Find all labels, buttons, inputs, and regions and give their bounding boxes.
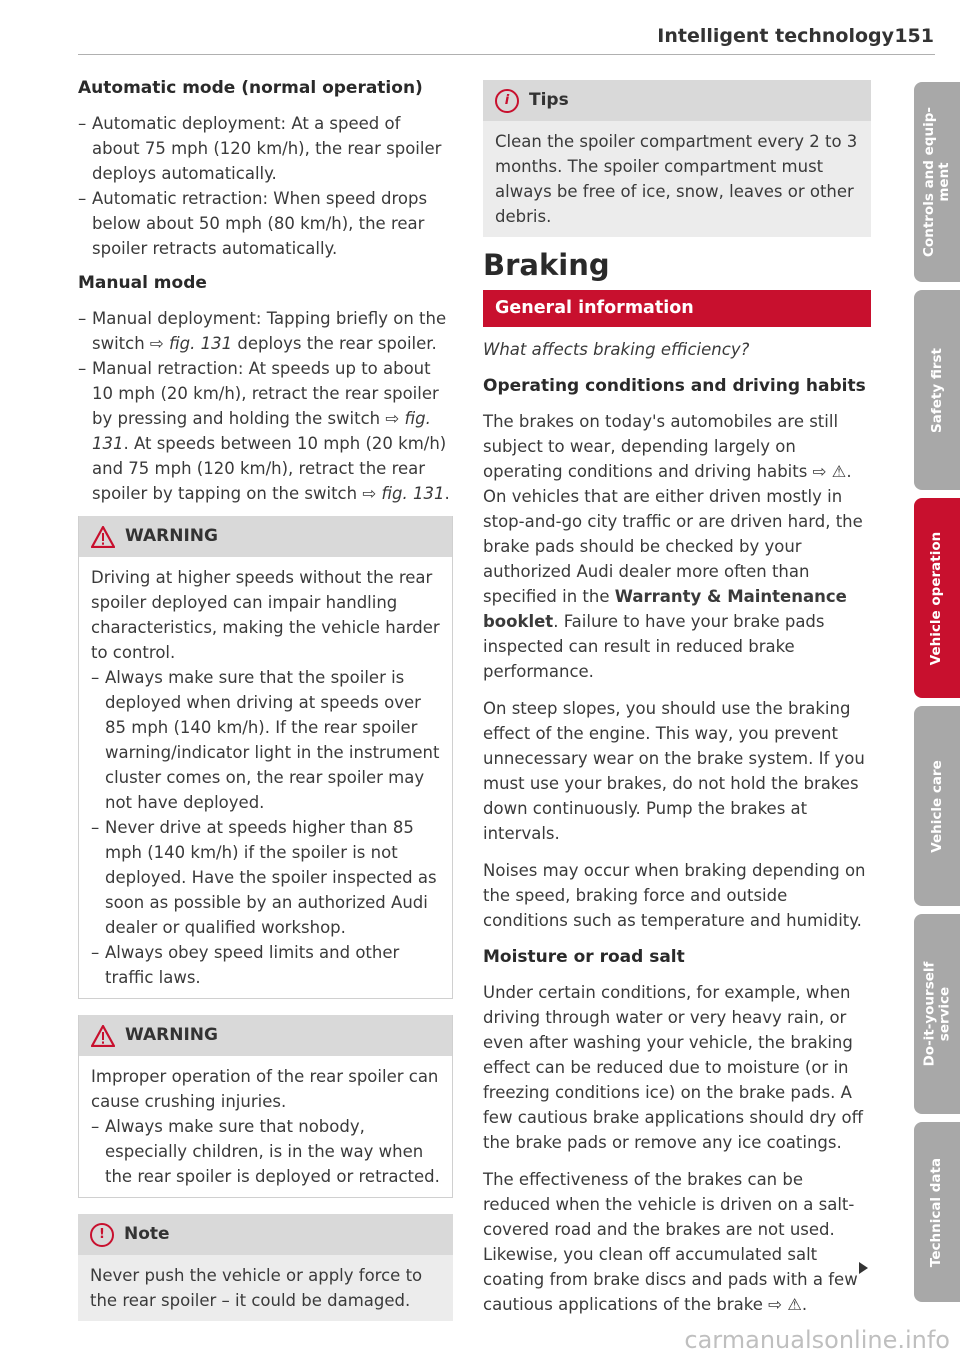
list-item: – Always make sure that the spoiler is deployed when driving at speeds over 85 mph (140 km/h). If the rear spoiler warning/indicator light in the instrument cluster comes on, the rear spoiler may not have deployed. xyxy=(91,665,440,815)
tips-header xyxy=(483,80,871,121)
side-tab-diy-service[interactable]: Do-it-yourself service xyxy=(914,914,960,1114)
page-number: 151 xyxy=(894,25,934,47)
list-item: – Automatic retraction: When speed drops below about 50 mph (80 km/h), the rear spoiler retracts automatically. xyxy=(78,186,453,261)
right-column xyxy=(483,70,871,1329)
auto-mode-list xyxy=(78,111,453,261)
warning-label: WARNING xyxy=(125,1025,218,1045)
manual-mode-heading: Manual mode xyxy=(78,273,207,293)
figure-link[interactable]: ⇨ fig. 131 xyxy=(362,484,445,503)
paragraph: The effectiveness of the brakes can be reduced when the vehicle is driven on a salt-covered road and the brakes are not used. Likewise, you clean off accumulated salt coating from brake discs and pads with a few cautious applications of the brake ⇨ ⚠. xyxy=(483,1170,858,1314)
list-item: – Automatic deployment: At a speed of about 75 mph (120 km/h), the rear spoiler deploys automatically. xyxy=(78,111,453,186)
manual-mode-list xyxy=(78,306,453,506)
tips-body: Clean the spoiler compartment every 2 to 3 months. The spoiler compartment must always be free of ice, snow, leaves or other debris. xyxy=(483,121,871,237)
side-tab-controls[interactable]: Controls and equip- ment xyxy=(914,82,960,282)
header-divider xyxy=(78,54,935,55)
figure-link[interactable]: ⇨ fig. 131 xyxy=(149,334,233,353)
paragraph: On steep slopes, you should use the braking effect of the engine. This way, you prevent unnecessary wear on the brake system. If you must use your brakes, do not hold the brakes down continuously. Pump the brakes at intervals. xyxy=(483,699,865,843)
list-item: – Always obey speed limits and other traffic laws. xyxy=(91,940,440,990)
note-body: Never push the vehicle or apply force to the rear spoiler – it could be damaged. xyxy=(78,1255,453,1321)
list-item: – Manual retraction: At speeds up to about 10 mph (20 km/h), retract the rear spoiler by pressing and holding the switch ⇨ fig. 131. At speeds between 10 mph (20 km/h) and 75 mph (120 km/h), retract the rear spoiler by tapping on the switch ⇨ fig. 131. xyxy=(78,356,453,506)
info-icon: i xyxy=(495,89,519,113)
paragraph: The brakes on today's automobiles are still subject to wear, depending largely on operating conditions and driving habits ⇨ ⚠. On vehicles that are either driven mostly in stop-and-go city traffic or are driven hard, the brake pads should be checked by your authorized Audi dealer more often than specified in the Warranty & Maintenance booklet. Failure to have your brake pads inspected can result in reduced brake performance. xyxy=(483,412,863,681)
list-item: – Never drive at speeds higher than 85 mph (140 km/h) if the spoiler is not deployed. Have the spoiler inspected as soon as possible by an authorized Audi dealer or qualified workshop. xyxy=(91,815,440,940)
watermark: carmanualsonline.info xyxy=(684,1326,950,1354)
section-title: Braking xyxy=(483,248,610,282)
continue-arrow-icon xyxy=(859,1262,868,1274)
warning-link[interactable]: ⇨ ⚠ xyxy=(768,1295,802,1314)
warning-box-2 xyxy=(78,1015,453,1198)
side-tab-vehicle-operation[interactable]: Vehicle operation xyxy=(914,498,960,698)
warning-body xyxy=(79,557,452,998)
warning-body xyxy=(79,1056,452,1197)
tips-label: Tips xyxy=(529,90,569,110)
auto-mode-heading: Automatic mode (normal operation) xyxy=(78,78,423,98)
note-label: Note xyxy=(124,1224,170,1244)
warning-list xyxy=(91,665,440,990)
side-tab-vehicle-care[interactable]: Vehicle care xyxy=(914,706,960,906)
warning-header xyxy=(79,516,452,557)
warning-box-1 xyxy=(78,516,453,999)
list-item: – Always make sure that nobody, especially children, is in the way when the rear spoiler is deployed or retracted. xyxy=(91,1114,440,1189)
section-subtitle: What affects braking efficiency? xyxy=(483,340,750,359)
note-box xyxy=(78,1214,453,1321)
paragraph: Noises may occur when braking depending on the speed, braking force and outside conditions such as temperature and humidity. xyxy=(483,861,866,930)
warning-text: Driving at higher speeds without the rear spoiler deployed can impair handling characteristics, making the vehicle harder to control. xyxy=(91,568,440,662)
warning-link[interactable]: ⇨ ⚠ xyxy=(812,462,847,481)
moisture-heading: Moisture or road salt xyxy=(483,947,685,967)
note-icon: ! xyxy=(90,1223,114,1247)
paragraph: Under certain conditions, for example, when driving through water or very heavy rain, or even after washing your vehicle, the braking effect can be reduced due to moisture (or in freezing conditions ice) on the brake pads. A few cautious brake applications should dry off the brake pads or remove any ice coatings. xyxy=(483,983,864,1152)
tips-box xyxy=(483,80,871,237)
list-item: – Manual deployment: Tapping briefly on the switch ⇨ fig. 131 deploys the rear spoiler. xyxy=(78,306,453,356)
warning-icon xyxy=(91,1025,115,1047)
warning-text: Improper operation of the rear spoiler can cause crushing injuries. xyxy=(91,1067,439,1111)
warning-label: WARNING xyxy=(125,526,218,546)
section-bar: General information xyxy=(483,290,871,327)
warning-list xyxy=(91,1114,440,1189)
operating-heading: Operating conditions and driving habits xyxy=(483,376,866,396)
side-tab-technical-data[interactable]: Technical data xyxy=(914,1122,960,1302)
warning-icon xyxy=(91,526,115,548)
side-tab-safety[interactable]: Safety first xyxy=(914,290,960,490)
figure-link[interactable]: ⇨ fig. 131 xyxy=(92,409,431,453)
booklet-name: Warranty & Maintenance booklet xyxy=(483,587,847,631)
note-header xyxy=(78,1214,453,1255)
warning-header xyxy=(79,1015,452,1056)
left-column xyxy=(78,70,453,1337)
chapter-title: Intelligent technology xyxy=(657,25,894,47)
